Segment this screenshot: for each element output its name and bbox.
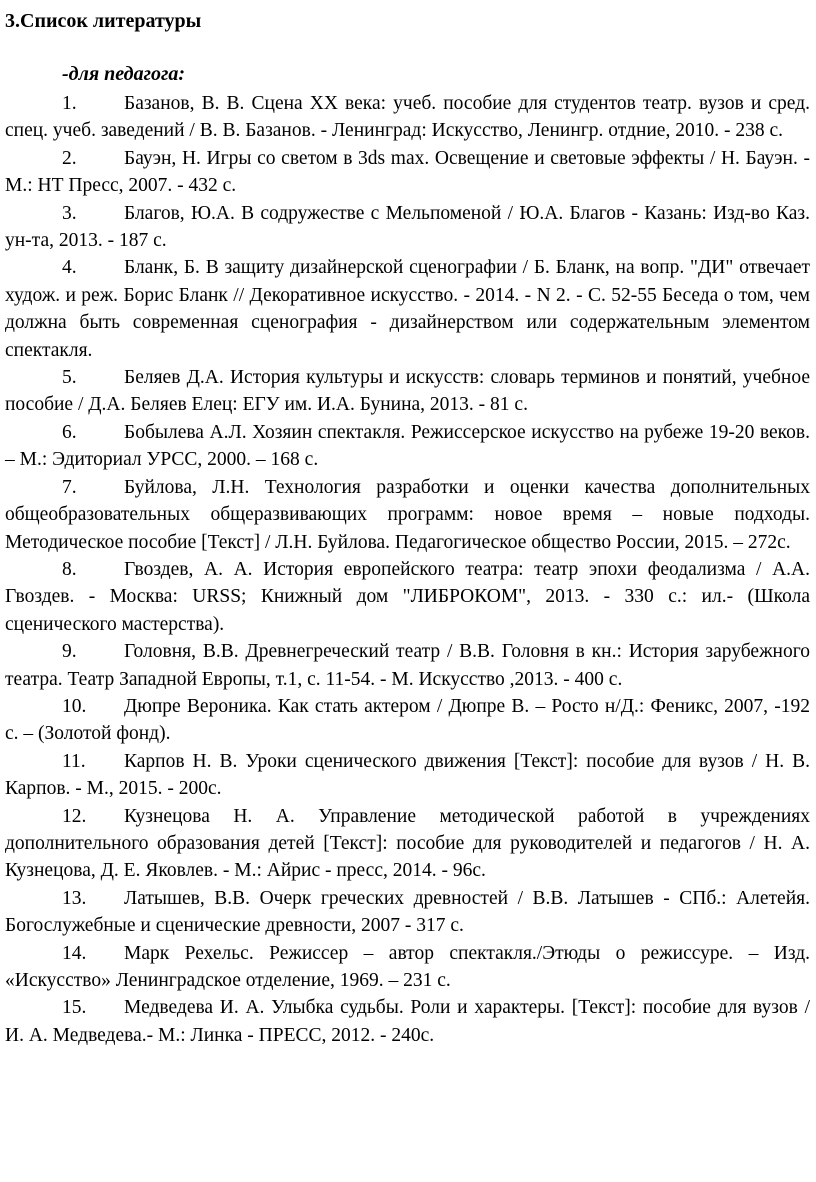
bibliography-entry: [5, 556, 810, 638]
entry-number: 12.: [62, 805, 87, 827]
bibliography-entry: [5, 364, 810, 419]
bibliography-entry: [5, 638, 810, 693]
entry-text: Буйлова, Л.Н. Технология разработки и оценки качества дополнительных общеобразовательных общеразвивающих программ: новое время – новые подходы. Методическое пособие [Текст] / Л.Н. Буйлова. Педагогическое общество России, 2015. – 272с.: [5, 476, 810, 553]
bibliography-entry: [5, 200, 810, 255]
bibliography-entry: [5, 994, 810, 1049]
entry-text: Головня, В.В. Древнегреческий театр / В.В. Головня в кн.: История зарубежного театра. Театр Западной Европы, т.1, с. 11-54. - М. Искусство ,2013. - 400 с.: [5, 641, 810, 690]
entry-text: Гвоздев, А. А. История европейского театра: театр эпохи феодализма / А.А. Гвоздев. - Москва: URSS; Книжный дом "ЛИБРОКОМ", 2013. - 330 с.: ил.- (Школа сценического мастерства).: [5, 558, 810, 635]
entry-number: 13.: [62, 887, 87, 909]
entry-text: Бауэн, Н. Игры со светом в 3ds max. Освещение и световые эффекты / Н. Бауэн. - М.: НТ Пресс, 2007. - 432 с.: [5, 147, 810, 197]
entry-text: Благов, Ю.А. В содружестве с Мельпоменой / Ю.А. Благов - Казань: Изд-во Каз. ун-та, 2013. - 187 с.: [5, 202, 810, 252]
entry-number: 9.: [62, 641, 77, 663]
entry-text: Бобылева А.Л. Хозяин спектакля. Режиссерское искусство на рубеже 19-20 веков. – М.: Эдиториал УРСС, 2000. – 168 с.: [5, 421, 810, 471]
entry-number: 3.: [62, 202, 77, 224]
entry-text: Медведева И. А. Улыбка судьбы. Роли и характеры. [Текст]: пособие для вузов / И. А. Медведева.- М.: Линка - ПРЕСС, 2012. - 240с.: [5, 997, 810, 1046]
bibliography-entry: [5, 885, 810, 940]
bibliography-entry: [5, 145, 810, 200]
entry-text: Беляев Д.А. История культуры и искусств: словарь терминов и понятий, учебное пособие / Д.А. Беляев Елец: ЕГУ им. И.А. Бунина, 2013. - 81 с.: [5, 367, 810, 416]
section-subtitle: -для педагога:: [62, 63, 185, 85]
entry-text: Базанов, В. В. Сцена XX века: учеб. пособие для студентов театр. вузов и сред. спец. учеб. заведений / В. В. Базанов. - Ленинград: Искусство, Ленингр. отдние, 2010. - 238 с.: [5, 93, 810, 142]
bibliography-list: [5, 90, 810, 1049]
entry-text: Кузнецова Н. А. Управление методической работой в учреждениях дополнительного образования детей [Текст]: пособие для руководителей и педагогов / Н. А. Кузнецова, Д. Е. Яковлев. - М.: Айрис - пресс, 2014. - 96с.: [5, 805, 810, 882]
bibliography-entry: [5, 90, 810, 145]
bibliography-entry: [5, 803, 810, 885]
entry-text: Марк Рехельс. Режиссер – автор спектакля./Этюды о режиссуре. – Изд. «Искусство» Ленинградское отделение, 1969. – 231 с.: [5, 942, 810, 991]
entry-text: Карпов Н. В. Уроки сценического движения [Текст]: пособие для вузов / Н. В. Карпов. - М., 2015. - 200с.: [5, 750, 810, 800]
entry-text: Бланк, Б. В защиту дизайнерской сценографии / Б. Бланк, на вопр. "ДИ" отвечает худож. и реж. Борис Бланк // Декоративное искусство. - 2014. - N 2. - С. 52-55 Беседа о том, чем должна быть современная сценография - дизайнерством или содержательным элементом спектакля.: [5, 257, 810, 361]
bibliography-entry: [5, 419, 810, 474]
entry-text: Латышев, В.В. Очерк греческих древностей / В.В. Латышев - СПб.: Алетейя. Богослужебные и сценические древности, 2007 - 317 с.: [5, 887, 810, 937]
entry-number: 15.: [62, 997, 87, 1019]
entry-number: 4.: [62, 257, 77, 279]
bibliography-entry: [5, 940, 810, 995]
entry-number: 8.: [62, 558, 77, 580]
entry-number: 2.: [62, 147, 77, 169]
entry-number: 1.: [62, 93, 77, 114]
entry-number: 6.: [62, 421, 77, 443]
entry-number: 14.: [62, 942, 87, 964]
bibliography-entry: [5, 254, 810, 364]
bibliography-entry: [5, 748, 810, 803]
bibliography-entry: [5, 693, 810, 748]
page-title: 3.Список литературы: [5, 10, 202, 32]
entry-number: 11.: [62, 750, 86, 772]
bibliography-entry: [5, 474, 810, 556]
entry-number: 5.: [62, 367, 77, 389]
entry-number: 7.: [62, 476, 77, 498]
entry-number: 10.: [62, 695, 87, 717]
entry-text: Дюпре Вероника. Как стать актером / Дюпре В. – Росто н/Д.: Феникс, 2007, -192 с. – (Золотой фонд).: [5, 695, 810, 745]
